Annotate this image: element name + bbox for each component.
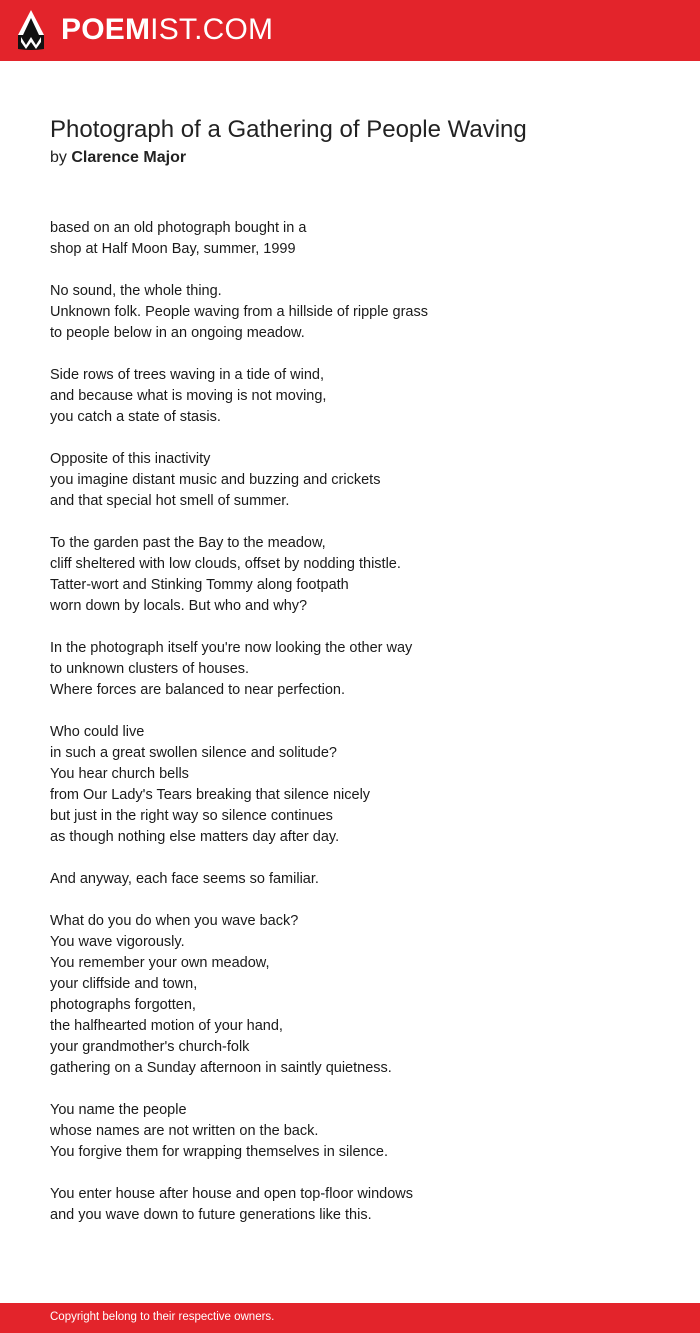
poem-stanza [50, 365, 670, 428]
pencil-tip-icon [17, 9, 45, 51]
poem-line: worn down by locals. But who and why? [50, 598, 308, 614]
site-logo-text [61, 9, 273, 51]
poem-line: gathering on a Sunday afternoon in saintly quietness. [50, 1060, 392, 1076]
poem-stanza [50, 218, 670, 260]
poem-stanza [50, 281, 670, 344]
poem-line: Tatter-wort and Stinking Tommy along footpath [50, 577, 349, 593]
poem-body [50, 218, 670, 1247]
poem-line: as though nothing else matters day after day. [50, 829, 340, 845]
poem-line: In the photograph itself you're now looking the other way [50, 640, 413, 656]
poem-stanza [50, 1184, 670, 1226]
poem-line: You name the people [50, 1102, 187, 1118]
poem-line: your cliffside and town, [50, 976, 198, 992]
poem-stanza [50, 1100, 670, 1163]
poem-line: whose names are not written on the back. [50, 1123, 319, 1139]
poem-line: to unknown clusters of houses. [50, 661, 250, 677]
poem-line: and because what is moving is not moving, [50, 388, 327, 404]
poem-line: and that special hot smell of summer. [50, 493, 290, 509]
copyright-text: Copyright belong to their respective owners. [50, 1311, 275, 1323]
poem-line: What do you do when you wave back? [50, 913, 299, 929]
poem-line: Where forces are balanced to near perfection. [50, 682, 345, 698]
poem-line: To the garden past the Bay to the meadow, [50, 535, 326, 551]
poem-line: in such a great swollen silence and solitude? [50, 745, 337, 761]
by-label: by [50, 149, 67, 166]
poem-line: and you wave down to future generations like this. [50, 1207, 372, 1223]
poem-byline [50, 149, 186, 167]
poem-stanza [50, 911, 670, 1079]
poem-line: You wave vigorously. [50, 934, 185, 950]
poem-line: to people below in an ongoing meadow. [50, 325, 305, 341]
poem-stanza [50, 638, 670, 701]
site-footer [0, 1303, 700, 1333]
logo-text-bold: POEM [61, 13, 151, 46]
poem-line: No sound, the whole thing. [50, 283, 222, 299]
poem-line: your grandmother's church-folk [50, 1039, 250, 1055]
poem-line: Who could live [50, 724, 145, 740]
poem-line: you imagine distant music and buzzing and crickets [50, 472, 381, 488]
poem-author: Clarence Major [71, 149, 187, 166]
poem-line: You remember your own meadow, [50, 955, 270, 971]
poem-line: You forgive them for wrapping themselves in silence. [50, 1144, 388, 1160]
poem-line: And anyway, each face seems so familiar. [50, 871, 319, 887]
poem-stanza [50, 449, 670, 512]
poem-title: Photograph of a Gathering of People Waving [50, 116, 527, 143]
poem-line: based on an old photograph bought in a [50, 220, 307, 236]
poem-line: shop at Half Moon Bay, summer, 1999 [50, 241, 296, 257]
poem-stanza [50, 869, 670, 890]
logo-text-light: IST.COM [150, 13, 274, 46]
poem-line: Opposite of this inactivity [50, 451, 211, 467]
poem-line: you catch a state of stasis. [50, 409, 221, 425]
poem-line: You hear church bells [50, 766, 189, 782]
poem-stanza [50, 533, 670, 617]
poem-stanza [50, 722, 670, 848]
poem-line: Unknown folk. People waving from a hillside of ripple grass [50, 304, 428, 320]
poem-line: You enter house after house and open top-floor windows [50, 1186, 414, 1202]
poem-line: from Our Lady's Tears breaking that silence nicely [50, 787, 371, 803]
poem-line: photographs forgotten, [50, 997, 196, 1013]
poem-line: but just in the right way so silence continues [50, 808, 333, 824]
poem-line: the halfhearted motion of your hand, [50, 1018, 283, 1034]
site-logo[interactable] [17, 9, 273, 51]
site-header [0, 0, 700, 61]
poem-line: Side rows of trees waving in a tide of wind, [50, 367, 325, 383]
poem-line: cliff sheltered with low clouds, offset by nodding thistle. [50, 556, 401, 572]
